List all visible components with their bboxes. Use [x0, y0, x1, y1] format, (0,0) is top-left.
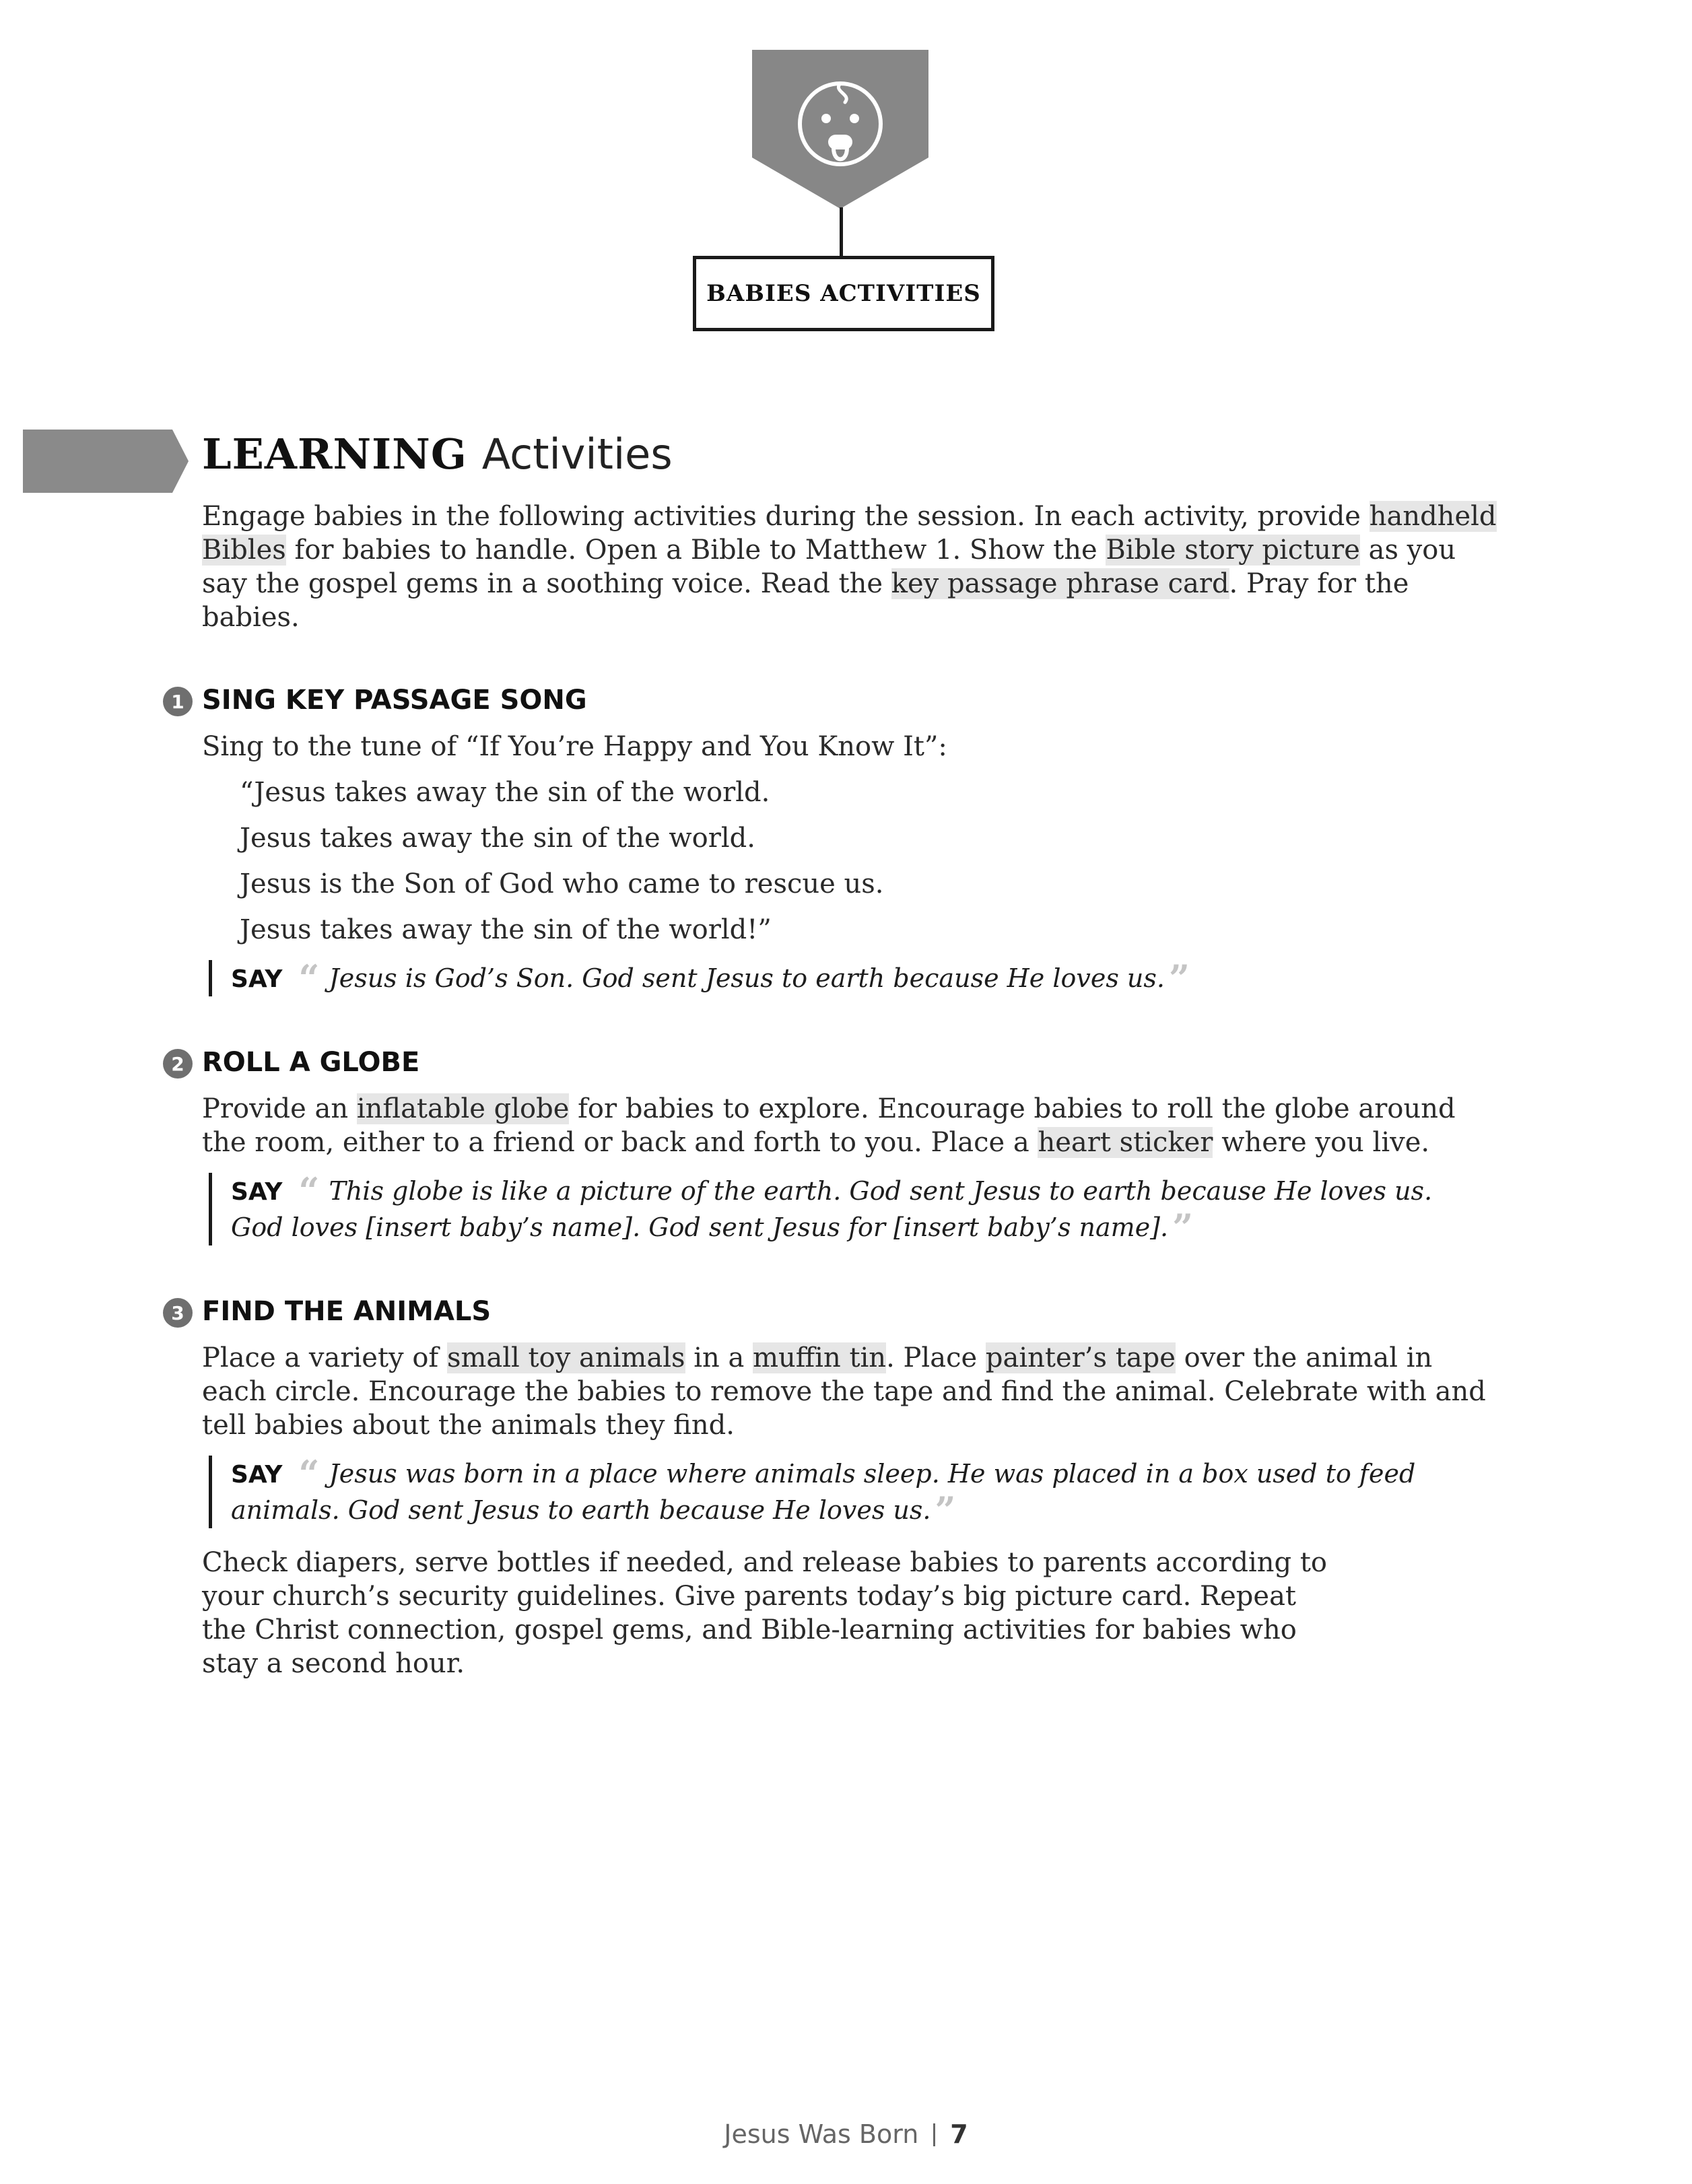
activity-header [171, 680, 1501, 720]
close-quote-icon: ” [1172, 1206, 1194, 1249]
activity-text: Place a variety of [202, 1342, 447, 1373]
say-text: This globe is like a picture of the earth. God sent Jesus to earth because He loves us. God loves [insert baby’s name]. God sent Jesus for [insert baby’s name]. [231, 1176, 1433, 1242]
page-number: 7 [950, 2119, 968, 2149]
open-quote-icon: “ [298, 1169, 320, 1213]
activity-header [171, 1291, 1501, 1332]
intro-text: for babies to handle. Open a Bible to Matthew 1. Show the [285, 535, 1106, 566]
section-label: BABIES ACTIVITIES [693, 256, 994, 331]
say-label: SAY [231, 1461, 283, 1489]
open-quote-icon: “ [298, 957, 320, 1000]
intro-paragraph [202, 500, 1501, 634]
say-text: Jesus is God’s Son. God sent Jesus to earth because He loves us. [329, 963, 1165, 993]
activity-text: over the animal in each circle. Encourage the babies to remove the tape and find the animal. Celebrate with and tell babies about the animals they find. [202, 1342, 1486, 1441]
badge-connector-line [840, 207, 843, 256]
supply-heart-sticker: heart sticker [1038, 1127, 1213, 1158]
supply-inflatable-globe: inflatable globe [356, 1093, 570, 1124]
activity-intro: Sing to the tune of “If You’re Happy and You Know It”: [202, 731, 947, 762]
activity-3 [171, 1291, 1501, 1532]
activity-title: SING KEY PASSAGE SONG [202, 685, 587, 716]
song-line: Jesus is the Son of God who came to rescue us. [240, 868, 884, 899]
activity-text: for babies to explore. Encourage babies to roll the globe around the room, either to a friend or back and forth to you. Place a [202, 1093, 1456, 1158]
say-text: Jesus was born in a place where animals sleep. He was placed in a box used to feed animals. God sent Jesus to earth because He loves us. [231, 1459, 1416, 1525]
intro-text: Engage babies in the following activities during the session. In each activity, provide [202, 501, 1369, 532]
song-line: Jesus takes away the sin of the world. [240, 823, 755, 854]
activity-description [202, 1341, 1501, 1442]
intro-text: . Pray for the babies. [202, 568, 1409, 633]
song-line: Jesus takes away the sin of the world!” [240, 914, 772, 945]
activity-title: FIND THE ANIMALS [202, 1296, 492, 1327]
activity-text: . Place [886, 1342, 986, 1373]
page-footer [0, 2119, 1692, 2149]
supply-muffin-tin: muffin tin [753, 1342, 887, 1373]
heading-arrow-tab [23, 430, 189, 496]
activity-title: ROLL A GLOBE [202, 1047, 420, 1078]
baby-face-icon [752, 50, 928, 209]
main-content [171, 500, 1501, 1680]
activity-number-badge: 3 [163, 1298, 193, 1328]
activity-number-badge: 1 [163, 687, 193, 716]
closing-paragraph: Check diapers, serve bottles if needed, and release babies to parents according to your church’s security guidelines. Give parents today’s big picture card. Repeat the Christ connection, gospel gems, and Bible-learning activities for babies who stay a second hour. [202, 1547, 1327, 1679]
activity-text: in a [685, 1342, 753, 1373]
song-line: “Jesus takes away the sin of the world. [240, 777, 770, 808]
supply-small-toy-animals: small toy animals [446, 1342, 685, 1373]
heading-strong: LEARNING [202, 430, 467, 479]
footer-divider [933, 2123, 935, 2146]
activity-header [171, 1042, 1501, 1083]
supply-key-passage-card: key passage phrase card [891, 568, 1229, 599]
intro-text: as you say the gospel gems in a soothing voice. Read the [202, 535, 1456, 599]
say-label: SAY [231, 965, 283, 993]
supply-painters-tape: painter’s tape [985, 1342, 1176, 1373]
say-label: SAY [231, 1178, 283, 1206]
activity-description [202, 1092, 1501, 1159]
supply-handheld-bibles: handheld Bibles [202, 501, 1497, 566]
close-quote-icon: ” [1168, 957, 1190, 1000]
say-callout [209, 1169, 1475, 1249]
footer-title: Jesus Was Born [724, 2119, 919, 2149]
open-quote-icon: “ [298, 1452, 320, 1495]
close-quote-icon: ” [935, 1489, 956, 1532]
page-heading [202, 430, 673, 490]
activity-2 [171, 1042, 1501, 1249]
activity-1 [171, 680, 1501, 1000]
supply-bible-story-picture: Bible story picture [1106, 535, 1360, 566]
heading-light: Activities [481, 430, 673, 479]
say-callout [209, 1452, 1475, 1532]
activity-text: where you live. [1213, 1127, 1430, 1158]
say-callout [209, 957, 1475, 1000]
header-badge [752, 50, 928, 209]
activity-text: Provide an [202, 1093, 357, 1124]
activity-number-badge: 2 [163, 1049, 193, 1079]
